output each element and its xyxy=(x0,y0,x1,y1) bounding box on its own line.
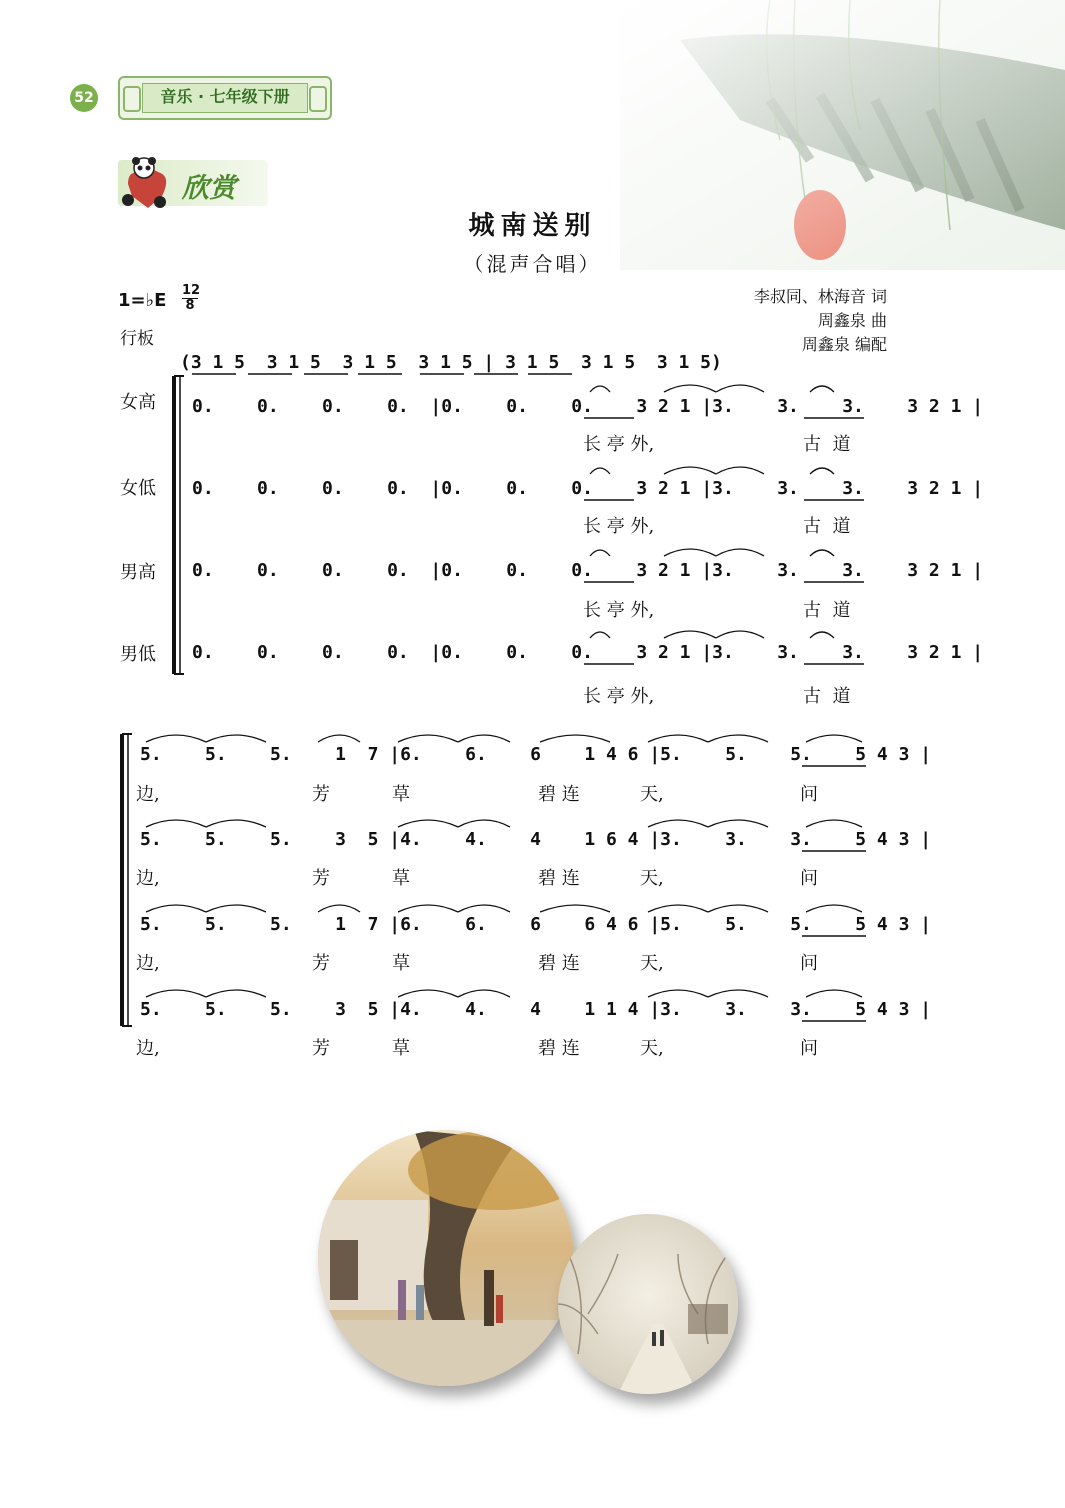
page-number: 52 xyxy=(70,84,98,112)
lyric-word: 天, xyxy=(640,1038,664,1059)
lyric-line: 长 亭 外, xyxy=(583,600,655,621)
voice-label-bass: 男低 xyxy=(120,644,156,665)
lyric-word: 碧 连 xyxy=(538,1038,580,1059)
song-subtitle: （混声合唱） xyxy=(463,252,602,276)
notation-line: 5. 5. 5. 3 5 |4. 4. 4 1 1 4 |3. 3. 3. 5 4 3 | xyxy=(140,999,932,1020)
voice-label-tenor: 男高 xyxy=(120,562,156,583)
intro-notation: (3 1 5 3 1 5 3 1 5 3 1 5 | 3 1 5 3 1 5 3 1 5) xyxy=(180,352,722,373)
notation-line: 0. 0. 0. 0. |0. 0. 0. 3 2 1 |3. 3. 3. 3 2 1 | xyxy=(192,560,984,581)
notation-line: 0. 0. 0. 0. |0. 0. 0. 3 2 1 |3. 3. 3. 3 2 1 | xyxy=(192,396,984,417)
arranger-credit: 周鑫泉 编配 xyxy=(801,335,887,354)
snowy-painting-art xyxy=(558,1214,738,1394)
lyric-word: 边, xyxy=(136,868,160,889)
composer-credit: 周鑫泉 曲 xyxy=(817,311,887,330)
tempo-marking: 行板 xyxy=(120,329,154,349)
song-title: 城南送别 xyxy=(468,211,597,241)
lyric-word: 草 xyxy=(392,784,410,805)
time-signature-top: 12 xyxy=(182,283,201,298)
voice-label-soprano: 女高 xyxy=(120,392,156,413)
voice-label-alto: 女低 xyxy=(120,478,156,499)
lyric-word: 问 xyxy=(800,868,818,889)
lyric-word: 碧 连 xyxy=(538,868,580,889)
section-label: 欣赏 xyxy=(182,173,236,204)
lyric-word: 问 xyxy=(800,953,818,974)
lyric-word: 草 xyxy=(392,953,410,974)
lyric-word: 天, xyxy=(640,784,664,805)
lyric-word: 草 xyxy=(392,868,410,889)
snowy-road-painting xyxy=(558,1214,738,1394)
notation-line: 0. 0. 0. 0. |0. 0. 0. 3 2 1 |3. 3. 3. 3 2 1 | xyxy=(192,478,984,499)
courtyard-painting-art xyxy=(318,1130,574,1386)
lyric-word: 碧 连 xyxy=(538,953,580,974)
lyric-word: 天, xyxy=(640,953,664,974)
book-title: 音乐 · 七年级下册 xyxy=(142,83,308,113)
lyric-word: 碧 连 xyxy=(538,784,580,805)
notation-line: 5. 5. 5. 1 7 |6. 6. 6 1 4 6 |5. 5. 5. 5 4 3 | xyxy=(140,744,932,765)
lyric-word: 问 xyxy=(800,1038,818,1059)
lyric-line: 古 道 xyxy=(803,434,851,455)
lyric-word: 边, xyxy=(136,784,160,805)
key-signature: 1=♭E xyxy=(118,290,167,311)
notation-line: 5. 5. 5. 1 7 |6. 6. 6 6 4 6 |5. 5. 5. 5 4 3 | xyxy=(140,914,932,935)
lyric-word: 草 xyxy=(392,1038,410,1059)
lyric-line: 长 亭 外, xyxy=(583,434,655,455)
lyric-line: 古 道 xyxy=(803,686,851,707)
lyric-word: 芳 xyxy=(312,1038,330,1059)
lyric-line: 长 亭 外, xyxy=(583,686,655,707)
time-signature-bottom: 8 xyxy=(182,298,198,313)
lyric-word: 芳 xyxy=(312,868,330,889)
lyric-word: 芳 xyxy=(312,953,330,974)
lyric-word: 芳 xyxy=(312,784,330,805)
lyric-word: 天, xyxy=(640,868,664,889)
lyric-word: 问 xyxy=(800,784,818,805)
lyric-word: 边, xyxy=(136,953,160,974)
lyric-line: 古 道 xyxy=(803,600,851,621)
notation-line: 5. 5. 5. 3 5 |4. 4. 4 1 6 4 |3. 3. 3. 5 4 3 | xyxy=(140,829,932,850)
lyric-line: 长 亭 外, xyxy=(583,516,655,537)
lyric-line: 古 道 xyxy=(803,516,851,537)
courtyard-tree-painting xyxy=(318,1130,574,1386)
notation-line: 0. 0. 0. 0. |0. 0. 0. 3 2 1 |3. 3. 3. 3 2 1 | xyxy=(192,642,984,663)
lyric-word: 边, xyxy=(136,1038,160,1059)
lyricist-credit: 李叔同、林海音 词 xyxy=(753,287,887,306)
